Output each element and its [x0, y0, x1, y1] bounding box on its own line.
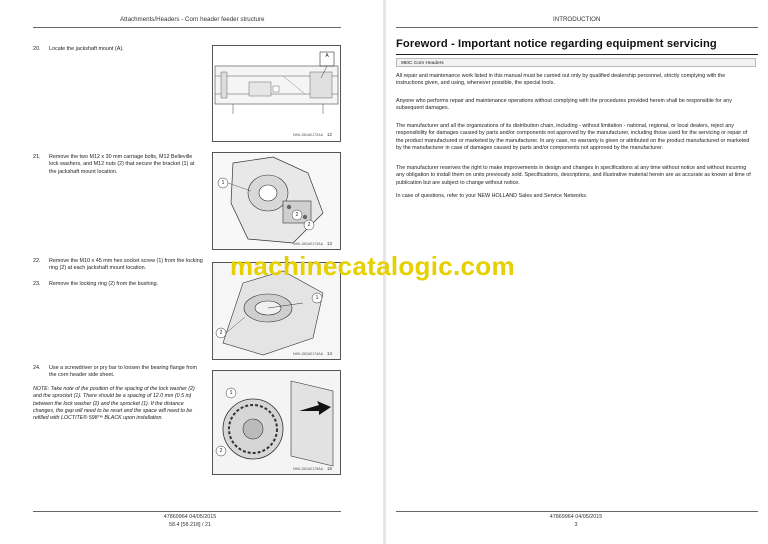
footer-rule: [33, 511, 341, 512]
callout-1: 1: [315, 295, 319, 301]
step-text: Remove the two M12 x 30 mm carriage bolts, M12 Belleville lock washers, and M12 nuts (2) that secure the bracket (1) at the jackshaft mount location.: [49, 154, 195, 175]
figure-ref: NHIL15DA0173AA: [293, 242, 323, 246]
page-title: Foreword - Important notice regarding equipment servicing: [396, 38, 717, 50]
step-number: 21.: [33, 154, 41, 160]
figure-ref: NHIL15DA0172AA: [293, 133, 323, 137]
left-running-head: Attachments/Headers - Corn header feeder structure: [120, 16, 265, 23]
callout-1: 1: [229, 390, 233, 396]
paragraph-responsibility: Anyone who performs repair and maintenance operations without complying with the procedures provided herein shall be responsible for any subsequent damages.: [396, 98, 732, 112]
callout-a: A: [325, 53, 329, 59]
step-number: 20.: [33, 46, 41, 52]
model-tag: 980C Corn Headers: [396, 58, 756, 67]
left-footer-doc: 47869964 04/05/2015: [163, 514, 217, 520]
footer-rule: [396, 511, 758, 512]
paragraph-questions: In case of questions, refer to your NEW HOLLAND Sales and Service Networks.: [396, 193, 588, 199]
step-text: Locate the jackshaft mount (A).: [49, 46, 124, 52]
paragraph-qualified-personnel: All repair and maintenance work listed in this manual must be carried out only by qualified dealership personnel, strictly complying with the instructions given, and using, whenever possible, the special tools.: [396, 73, 726, 87]
sprocket-illustration: [213, 371, 340, 474]
callout-2: 2: [295, 212, 299, 218]
header-structure-illustration: [213, 46, 340, 141]
figure-13: [212, 152, 341, 250]
paragraph-disclaimer: The manufacturer and all the organizations of its distribution chain, including - without limitation - national, regional, or local dealers, reject any responsibility for damages caused by parts and/or components not approved by the manufacturer, including those used for the servicing or repair of the product manufactured or marketed by the manufacturer. In any case, no warranty is given or attributed on the product manufactured or marketed by the manufacturer in case of damages caused by parts and/or components not approved by the manufacturer.: [396, 123, 750, 151]
callout-1: 1: [221, 180, 225, 186]
right-running-head: INTRODUCTION: [553, 16, 601, 23]
paragraph-improvements: The manufacturer reserves the right to make improvements in design and changes in specifications at any time without notice and without incurring any obligation to install them on units previously sold. Specifications, descriptions, and illustrative material herein are as accurate as known at time of publication but are subject to change without notice.: [396, 165, 751, 186]
figure-ref: NHIL15DA0175AA: [293, 467, 323, 471]
callout-2: 2: [219, 448, 223, 454]
right-footer-doc: 47869964 04/05/2015: [549, 514, 603, 520]
figure-12: [212, 45, 341, 142]
installation-note: NOTE: Take note of the position of the spacing of the lock washer (2) and the sprocket (1). There should be a spacing of 12.0 mm (0.5 in) between the lock washer (2) and the sprocket (1). If the distance changes, the gap will need to be reset and the space will need to be refilled with LOCTITE® 598™ BLACK upon installation.: [33, 386, 195, 422]
bracket-illustration: [213, 153, 340, 249]
step-text: Remove the locking ring (2) from the bushing.: [49, 281, 159, 287]
figure-number: 12: [327, 132, 332, 137]
step-number: 23.: [33, 281, 41, 287]
figure-number: 15: [327, 466, 332, 471]
header-rule: [33, 27, 341, 28]
watermark: machinecatalogic.com: [230, 251, 515, 281]
header-rule: [396, 27, 758, 28]
callout-2: 2: [219, 330, 223, 336]
step-text: Remove the M10 x 45 mm hex socket screw (1) from the locking ring (2) at each jackshaft mount location.: [49, 258, 203, 272]
callout-2: 2: [307, 222, 311, 228]
left-footer-page: 58.4 [58.218] / 21: [169, 522, 211, 528]
right-footer-page: 3: [574, 522, 578, 528]
figure-number: 14: [327, 351, 332, 356]
step-number: 22.: [33, 258, 41, 264]
figure-15: [212, 370, 341, 475]
figure-ref: NHIL15DA0174AA: [293, 352, 323, 356]
figure-number: 13: [327, 241, 332, 246]
step-number: 24.: [33, 365, 41, 371]
title-rule: [396, 54, 758, 55]
step-text: Use a screwdriver or pry bar to loosen the bearing flange from the corn header side sheet.: [49, 365, 198, 379]
